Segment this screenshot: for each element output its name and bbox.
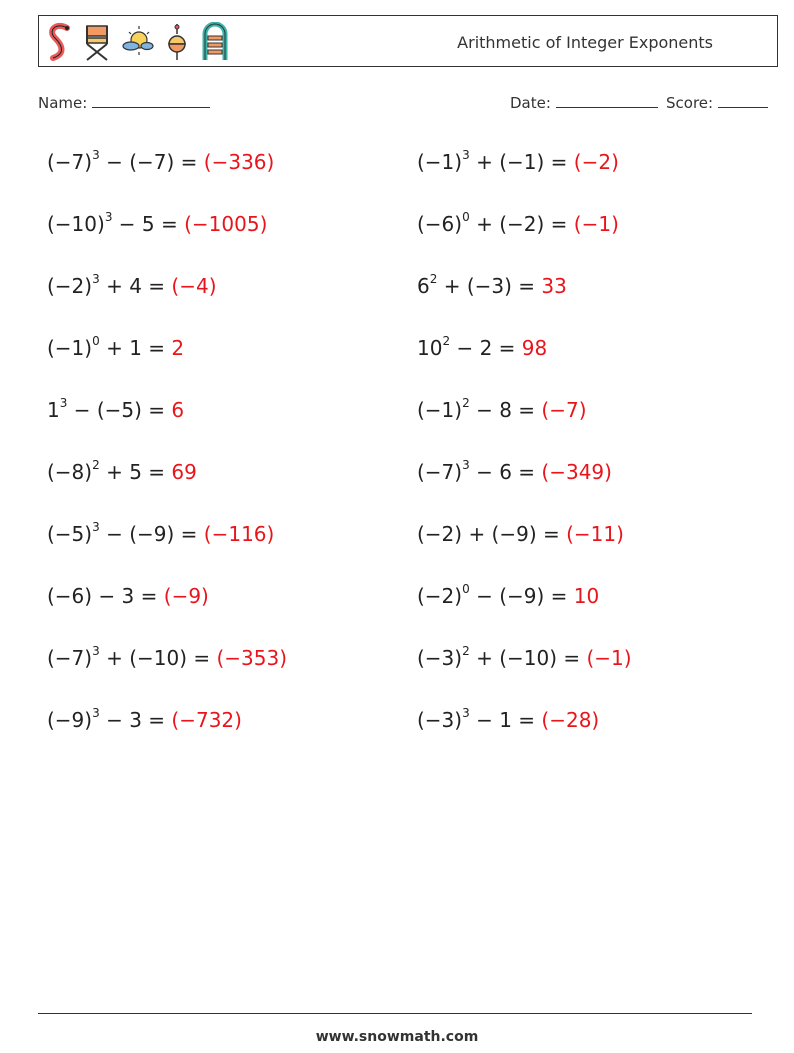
problem-rest: − 3 = <box>99 708 172 732</box>
problem-answer: (−336) <box>203 150 275 174</box>
problem-rest: + (−1) = <box>469 150 574 174</box>
problem-left-9 <box>47 646 287 670</box>
problem-exponent: 2 <box>92 458 100 473</box>
problem-exponent: 3 <box>104 210 113 225</box>
problem-rest: + 5 = <box>99 460 172 484</box>
problem-exponent: 2 <box>429 272 438 287</box>
problem-right-5 <box>417 398 587 422</box>
problem-answer: 33 <box>541 274 567 298</box>
problem-base: (−1) <box>417 150 463 174</box>
problem-exponent: 2 <box>462 396 470 411</box>
problem-left-1 <box>47 150 274 174</box>
problem-exponent: 3 <box>462 148 470 163</box>
problem-answer: (−349) <box>541 460 612 484</box>
score-label: Score: <box>666 94 714 112</box>
problem-answer: (−2) <box>573 150 619 174</box>
score-blank[interactable] <box>718 93 768 108</box>
problem-base: 1 <box>47 398 60 422</box>
problem-answer: (−28) <box>541 708 600 732</box>
problem-rest: − 8 = <box>469 398 542 422</box>
problem-base: (−7) <box>417 460 463 484</box>
problem-exponent: 3 <box>462 458 470 473</box>
problem-right-2 <box>417 212 619 236</box>
problem-right-7 <box>417 522 624 546</box>
worksheet-header <box>38 15 778 67</box>
problem-base: (−1) <box>47 336 93 360</box>
problem-rest: − (−7) = <box>99 150 204 174</box>
problem-right-8 <box>417 584 599 608</box>
problem-base: (−9) <box>47 708 93 732</box>
ladder-icon <box>199 22 231 62</box>
problem-rest: + (−10) = <box>99 646 217 670</box>
problem-base: (−1) <box>417 398 463 422</box>
problem-left-2 <box>47 212 267 236</box>
problem-rest: + (−10) = <box>469 646 587 670</box>
problem-rest: − (−5) = <box>67 398 172 422</box>
name-field <box>38 93 210 112</box>
problem-answer: 6 <box>171 398 185 422</box>
snake-icon <box>43 22 75 62</box>
fishing-bobber-icon <box>161 22 193 62</box>
problem-right-3 <box>417 274 567 298</box>
problem-exponent: 0 <box>462 210 470 225</box>
problem-answer: (−353) <box>216 646 288 670</box>
problem-answer: (−7) <box>541 398 587 422</box>
problem-rest: + (−3) = <box>437 274 542 298</box>
problem-left-5 <box>47 398 184 422</box>
problem-rest: − 2 = <box>450 336 522 360</box>
footer-url: www.snowmath.com <box>315 1029 479 1045</box>
problem-base: (−3) <box>417 708 463 732</box>
problem-base: (−5) <box>47 522 93 546</box>
problem-exponent: 3 <box>92 520 100 535</box>
problem-rest: − 1 = <box>469 708 542 732</box>
problem-answer: 98 <box>521 336 548 360</box>
problem-answer: (−1) <box>573 212 619 236</box>
worksheet-title: Arithmetic of Integer Exponents <box>457 33 713 52</box>
problem-rest: − (−9) = <box>469 584 574 608</box>
problem-answer: 10 <box>573 584 600 608</box>
problem-answer: 69 <box>171 460 197 484</box>
sun-cloud-icon <box>119 22 155 62</box>
problem-base: (−6) <box>417 212 463 236</box>
problem-left-8 <box>47 584 209 608</box>
problem-left-3 <box>47 274 217 298</box>
problem-answer: (−1005) <box>184 212 268 236</box>
date-blank[interactable] <box>556 93 658 108</box>
problem-base: (−3) <box>417 646 463 670</box>
problem-base: (−8) <box>47 460 93 484</box>
director-chair-icon <box>81 22 113 62</box>
score-field <box>666 93 768 112</box>
problem-answer: (−9) <box>163 584 209 608</box>
problem-exponent: 3 <box>92 706 100 721</box>
problem-left-4 <box>47 336 184 360</box>
date-field <box>510 93 658 112</box>
header-icons <box>43 19 231 65</box>
problem-rest: + 4 = <box>99 274 172 298</box>
problem-rest: − (−9) = <box>99 522 204 546</box>
problem-exponent: 3 <box>92 644 100 659</box>
problem-base: 6 <box>417 274 430 298</box>
problem-rest: + 1 = <box>99 336 172 360</box>
problem-exponent: 3 <box>59 396 68 411</box>
problem-answer: 2 <box>171 336 185 360</box>
name-blank[interactable] <box>92 93 210 108</box>
problem-rest: + (−2) = <box>469 212 574 236</box>
problem-answer: (−1) <box>586 646 632 670</box>
problem-base: (−6) − 3 = <box>47 584 164 608</box>
problem-base: (−7) <box>47 150 93 174</box>
problem-right-1 <box>417 150 619 174</box>
problem-base: (−10) <box>47 212 105 236</box>
name-label: Name: <box>38 94 88 112</box>
problem-exponent: 3 <box>462 706 470 721</box>
problem-exponent: 0 <box>462 582 470 597</box>
problem-answer: (−732) <box>171 708 242 732</box>
problem-answer: (−4) <box>171 274 217 298</box>
problem-right-4 <box>417 336 547 360</box>
problem-exponent: 3 <box>92 148 100 163</box>
problem-left-10 <box>47 708 242 732</box>
problem-answer: (−116) <box>203 522 275 546</box>
problem-answer: (−11) <box>566 522 624 546</box>
problem-left-6 <box>47 460 197 484</box>
problem-right-10 <box>417 708 599 732</box>
problem-rest: − 6 = <box>469 460 542 484</box>
problem-exponent: 0 <box>92 334 100 349</box>
date-label: Date: <box>510 94 551 112</box>
problem-exponent: 2 <box>442 334 451 349</box>
problem-rest: − 5 = <box>112 212 185 236</box>
problem-base: (−2) + (−9) = <box>417 522 567 546</box>
problem-exponent: 2 <box>462 644 470 659</box>
problem-right-6 <box>417 460 612 484</box>
problem-base: 10 <box>417 336 443 360</box>
problem-base: (−2) <box>417 584 463 608</box>
footer-divider <box>38 1013 752 1014</box>
problem-base: (−2) <box>47 274 93 298</box>
problem-base: (−7) <box>47 646 93 670</box>
problem-left-7 <box>47 522 274 546</box>
problem-right-9 <box>417 646 632 670</box>
problem-exponent: 3 <box>92 272 100 287</box>
